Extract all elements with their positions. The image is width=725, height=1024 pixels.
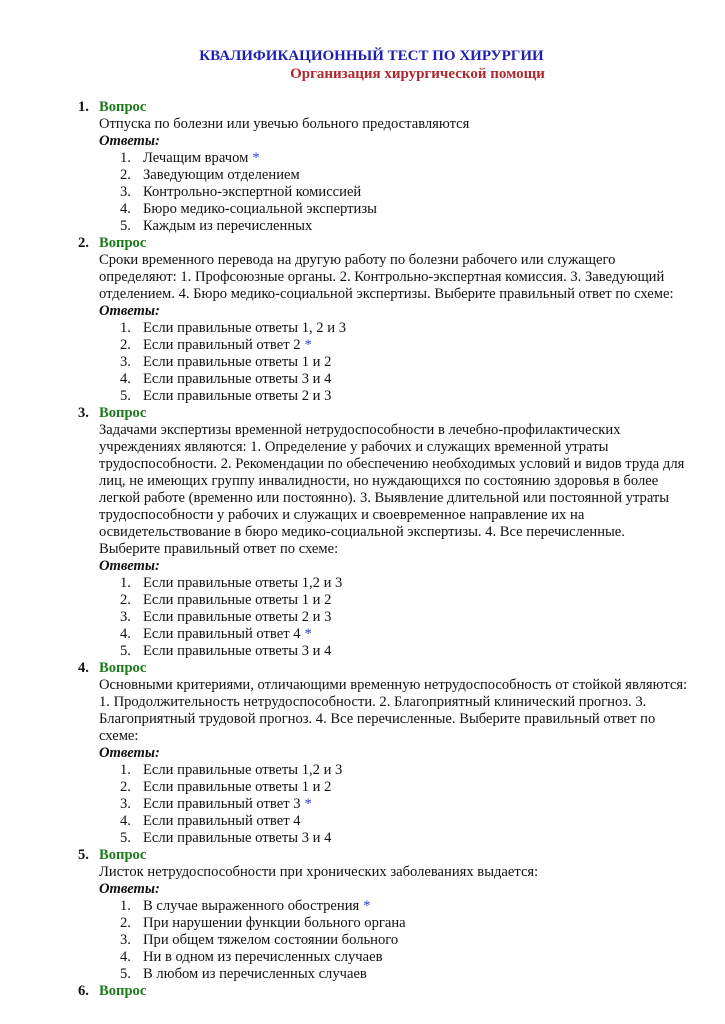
question-block [0,847,725,983]
answer-option [0,949,725,966]
answer-text [143,813,301,830]
answer-option [0,320,725,337]
answer-label: Если правильные ответы 2 и 3 [143,388,332,404]
answer-number: 5. [120,830,131,846]
document-subtitle: Организация хирургической помощи [290,66,545,82]
question-text-line: определяют: 1. Профсоюзные органы. 2. Контрольно-экспертная комиссия. 3. Заведующий [99,269,665,285]
answer-option [0,609,725,626]
answer-label: Заведующим отделением [143,167,300,183]
answer-option [0,575,725,592]
answer-number: 3. [120,796,131,812]
question-block [0,405,725,660]
answer-option [0,592,725,609]
answer-number: 1. [120,150,131,166]
question-text-line: легкой работе (временно или постоянно). 3. Выявление длительной или постоянной утраты [99,490,670,506]
answer-text [143,184,361,201]
answers-label: Ответы: [99,745,160,761]
answer-text [143,337,312,354]
question-header [0,660,725,677]
question-number: 3. [78,405,89,421]
answer-option [0,184,725,201]
question-label: Вопрос [99,405,147,421]
answer-text [143,779,331,796]
answer-label: Если правильные ответы 3 и 4 [143,643,332,659]
question-text-line: учреждениях являются: 1. Определение у рабочих и служащих временной утраты [99,439,609,455]
answer-label: Если правильный ответ 2 [143,337,301,353]
question-text-line: Задачами экспертизы временной нетрудоспособности в лечебно-профилактических [99,422,621,438]
question-number: 6. [78,983,89,999]
question-header [0,405,725,422]
answer-number: 3. [120,609,131,625]
answers-label: Ответы: [99,881,160,897]
correct-answer-marker: * [304,337,312,353]
answer-text [143,626,312,643]
answer-label: В любом из перечисленных случаев [143,966,367,982]
answer-number: 2. [120,167,131,183]
answer-label: В случае выраженного обострения [143,898,360,914]
question-block [0,660,725,847]
question-text-line: освидетельствование в бюро медико-социальной экспертизы. 4. Все перечисленные. [99,524,625,540]
document-title: КВАЛИФИКАЦИОННЫЙ ТЕСТ ПО ХИРУРГИИ [199,48,544,64]
question-number: 4. [78,660,89,676]
answer-option [0,354,725,371]
answer-text [143,371,331,388]
answer-number: 5. [120,388,131,404]
answer-label: Контрольно-экспертной комиссией [143,184,362,200]
answer-label: Если правильные ответы 2 и 3 [143,609,332,625]
answer-text [143,830,331,847]
answer-number: 5. [120,218,131,234]
question-text-line: Листок нетрудоспособности при хронических заболеваниях выдается: [99,864,539,880]
answer-label: Если правильный ответ 4 [143,813,301,829]
answer-text [143,575,342,592]
question-text-line: Сроки временного перевода на другую работу по болезни рабочего или служащего [99,252,616,268]
answer-text [143,762,342,779]
question-number: 1. [78,99,89,115]
answer-label: Если правильные ответы 1, 2 и 3 [143,320,346,336]
answer-label: Если правильные ответы 1 и 2 [143,354,332,370]
answer-option [0,813,725,830]
answer-label: Ни в одном из перечисленных случаев [143,949,383,965]
question-text-line: Основными критериями, отличающими временную нетрудоспособность от стойкой являются: [99,677,688,693]
answer-text [143,218,312,235]
answer-option [0,966,725,983]
question-label: Вопрос [99,660,147,676]
answers-label: Ответы: [99,558,160,574]
question-text-line: трудоспособности. 2. Рекомендации по обеспечению необходимых условий и видов труда для [99,456,685,472]
answer-label: Лечащим врачом [143,150,249,166]
answer-number: 4. [120,949,131,965]
answer-option [0,626,725,643]
question-header [0,99,725,116]
question-text-line: Благоприятный трудовой прогноз. 4. Все перечисленные. Выберите правильный ответ по [99,711,656,727]
answer-label: Если правильные ответы 1 и 2 [143,592,332,608]
answer-number: 2. [120,592,131,608]
answer-option [0,337,725,354]
answer-number: 5. [120,966,131,982]
answer-label: Если правильные ответы 1,2 и 3 [143,762,343,778]
answer-label: Если правильный ответ 4 [143,626,301,642]
answer-label: При общем тяжелом состоянии больного [143,932,399,948]
answer-number: 3. [120,932,131,948]
question-text-line: трудоспособности у рабочих и служащих и своевременное направление их на [99,507,585,523]
answer-label: Каждым из перечисленных [143,218,313,234]
answer-text [143,592,331,609]
answer-label: Если правильные ответы 1 и 2 [143,779,332,795]
answers-label: Ответы: [99,303,160,319]
question-label: Вопрос [99,235,147,251]
answer-text [143,354,331,371]
question-list [0,99,725,1000]
question-text-line: отделением. 4. Бюро медико-социальной экспертизы. Выберите правильный ответ по схеме: [99,286,674,302]
question-label: Вопрос [99,99,147,115]
answer-number: 2. [120,779,131,795]
answer-option [0,915,725,932]
answer-number: 1. [120,898,131,914]
answer-option [0,779,725,796]
answer-label: Если правильные ответы 1,2 и 3 [143,575,343,591]
answer-text [143,796,312,813]
correct-answer-marker: * [363,898,371,914]
correct-answer-marker: * [304,626,312,642]
question-block [0,983,725,1000]
answer-option [0,371,725,388]
question-header [0,235,725,252]
answer-number: 5. [120,643,131,659]
question-label: Вопрос [99,983,147,999]
answers-label: Ответы: [99,133,160,149]
answer-text [143,201,377,218]
answer-number: 2. [120,337,131,353]
question-number: 5. [78,847,89,863]
question-text-line: лиц, не имеющих группу инвалидности, но нуждающихся по состоянию здоровья в более [99,473,659,489]
answer-option [0,932,725,949]
question-label: Вопрос [99,847,147,863]
answer-text [143,915,406,932]
answer-number: 2. [120,915,131,931]
question-number: 2. [78,235,89,251]
answer-number: 1. [120,762,131,778]
answer-option [0,643,725,660]
answer-number: 3. [120,354,131,370]
answer-number: 1. [120,320,131,336]
answer-text [143,898,371,915]
answer-text [143,167,300,184]
answer-text [143,932,398,949]
answer-label: Бюро медико-социальной экспертизы [143,201,377,217]
question-text-line: Выберите правильный ответ по схеме: [99,541,339,557]
question-text-line: схеме: [99,728,139,744]
question-block [0,99,725,235]
answer-number: 4. [120,371,131,387]
question-block [0,235,725,405]
answer-label: При нарушении функции больного органа [143,915,406,931]
answer-option [0,388,725,405]
correct-answer-marker: * [252,150,260,166]
answer-option [0,796,725,813]
question-text-line: Отпуска по болезни или увечью больного предоставляются [99,116,470,132]
answer-text [143,949,382,966]
answer-option [0,150,725,167]
answer-text [143,643,331,660]
answer-label: Если правильные ответы 3 и 4 [143,371,332,387]
answer-option [0,167,725,184]
answer-option [0,898,725,915]
answer-text [143,150,260,167]
question-header [0,983,725,1000]
answer-label: Если правильные ответы 3 и 4 [143,830,332,846]
answer-number: 1. [120,575,131,591]
question-header [0,847,725,864]
answer-text [143,388,331,405]
correct-answer-marker: * [304,796,312,812]
answer-label: Если правильный ответ 3 [143,796,301,812]
answer-option [0,830,725,847]
answer-text [143,966,367,983]
answer-text [143,609,331,626]
answer-number: 4. [120,201,131,217]
answer-number: 3. [120,184,131,200]
question-text-line: 1. Продолжительность нетрудоспособности. 2. Благоприятный клинический прогноз. 3. [99,694,647,710]
answer-text [143,320,346,337]
answer-option [0,762,725,779]
answer-number: 4. [120,626,131,642]
answer-number: 4. [120,813,131,829]
answer-option [0,218,725,235]
answer-option [0,201,725,218]
